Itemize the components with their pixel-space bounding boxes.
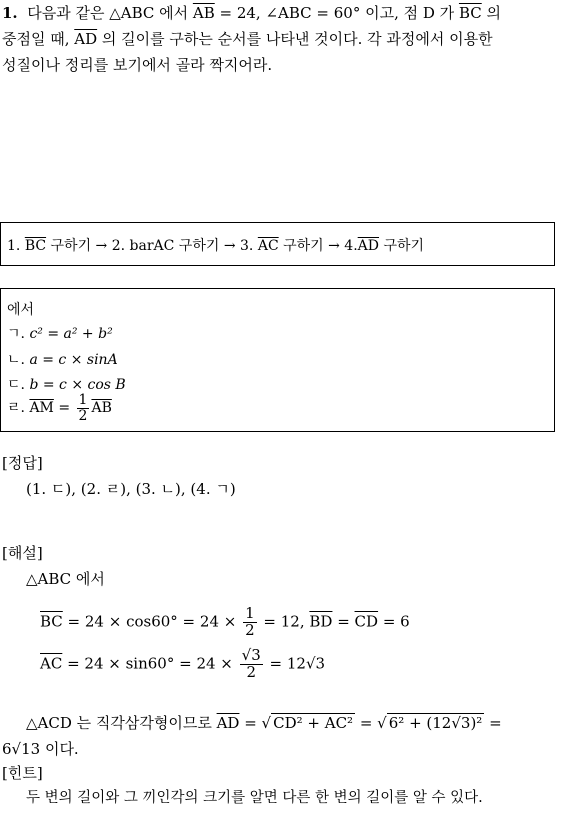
answer-text: (1. ㄷ), (2. ㄹ), (3. ㄴ), (4. ㄱ) xyxy=(26,480,236,498)
fraction: $\frac{1}{2}$ xyxy=(78,392,88,424)
options-box xyxy=(0,288,555,432)
option-4: ㄹ. $\overline{AM}$ = $\frac{1}{2}$ $\overline{AB}$ xyxy=(7,392,112,424)
explanation-eq2: $\overline{AC} = 24 \times \sin 60^\circ = 24$ × $\frac{√3}{2}$ = 12√3 xyxy=(40,646,326,681)
explanation-conclusion: △ACD 는 직각삼각형이므로 $\overline{AD}$ = √ CD² + AC² = √ 6² + (12√3)² = xyxy=(26,714,502,732)
segment-ad: $\overline{AD}$ xyxy=(74,30,98,48)
question-number: 1. xyxy=(2,4,18,22)
explanation-label: [해설] xyxy=(2,544,43,562)
question-text: 1. 다음과 같은 △ABC 에서 $\overline{AB} = 24$, ∠ABC = 60° 이고, 점 D 가 $\overline{BC}$ 의 중점일 때, $\overline{AD}$ 의 길이를 구하는 순서를 나타낸 것이다. 각 과정에서 이용한 성질이나 정리를 보기에서 골라 짝지어라. xyxy=(2,4,501,74)
explanation-conclusion-line2: 6√13 이다. xyxy=(2,740,79,758)
fraction: $\frac{1}{2}$ xyxy=(245,604,255,639)
steps-box xyxy=(0,222,555,266)
options-title: 에서 xyxy=(7,302,35,318)
explanation-intro: △ABC 에서 xyxy=(26,570,105,588)
option-3: ㄷ. b = c × cos B xyxy=(7,377,126,393)
option-2: ㄴ. a = c × sinA xyxy=(7,352,118,368)
fraction: $\frac{√3}{2}$ xyxy=(241,646,261,681)
steps-text: 1. $\overline{BC}$ 구하기 → 2. barAC 구하기 → 3. $\overline{AC}$ 구하기 → $4.\overline{AD}$ 구하기 xyxy=(7,238,425,254)
answer-label: [정답] xyxy=(2,454,43,472)
explanation-eq1: $\overline{BC} = 24 \times \cos 60^\circ = 24$ × $\frac{1}{2}$ = 12, $\overline{BD} = \overline{CD} = 6$ xyxy=(40,604,410,639)
hint-label: [힌트] xyxy=(2,764,43,782)
segment-bc: $\overline{BC}$ xyxy=(458,4,482,22)
hint-text: 두 변의 길이와 그 끼인각의 크기를 알면 다른 한 변의 길이를 알 수 있다. xyxy=(26,790,483,806)
option-1: ㄱ. c² = a² + b² xyxy=(7,326,113,342)
segment-ab: $\overline{AB}$ xyxy=(192,4,215,22)
